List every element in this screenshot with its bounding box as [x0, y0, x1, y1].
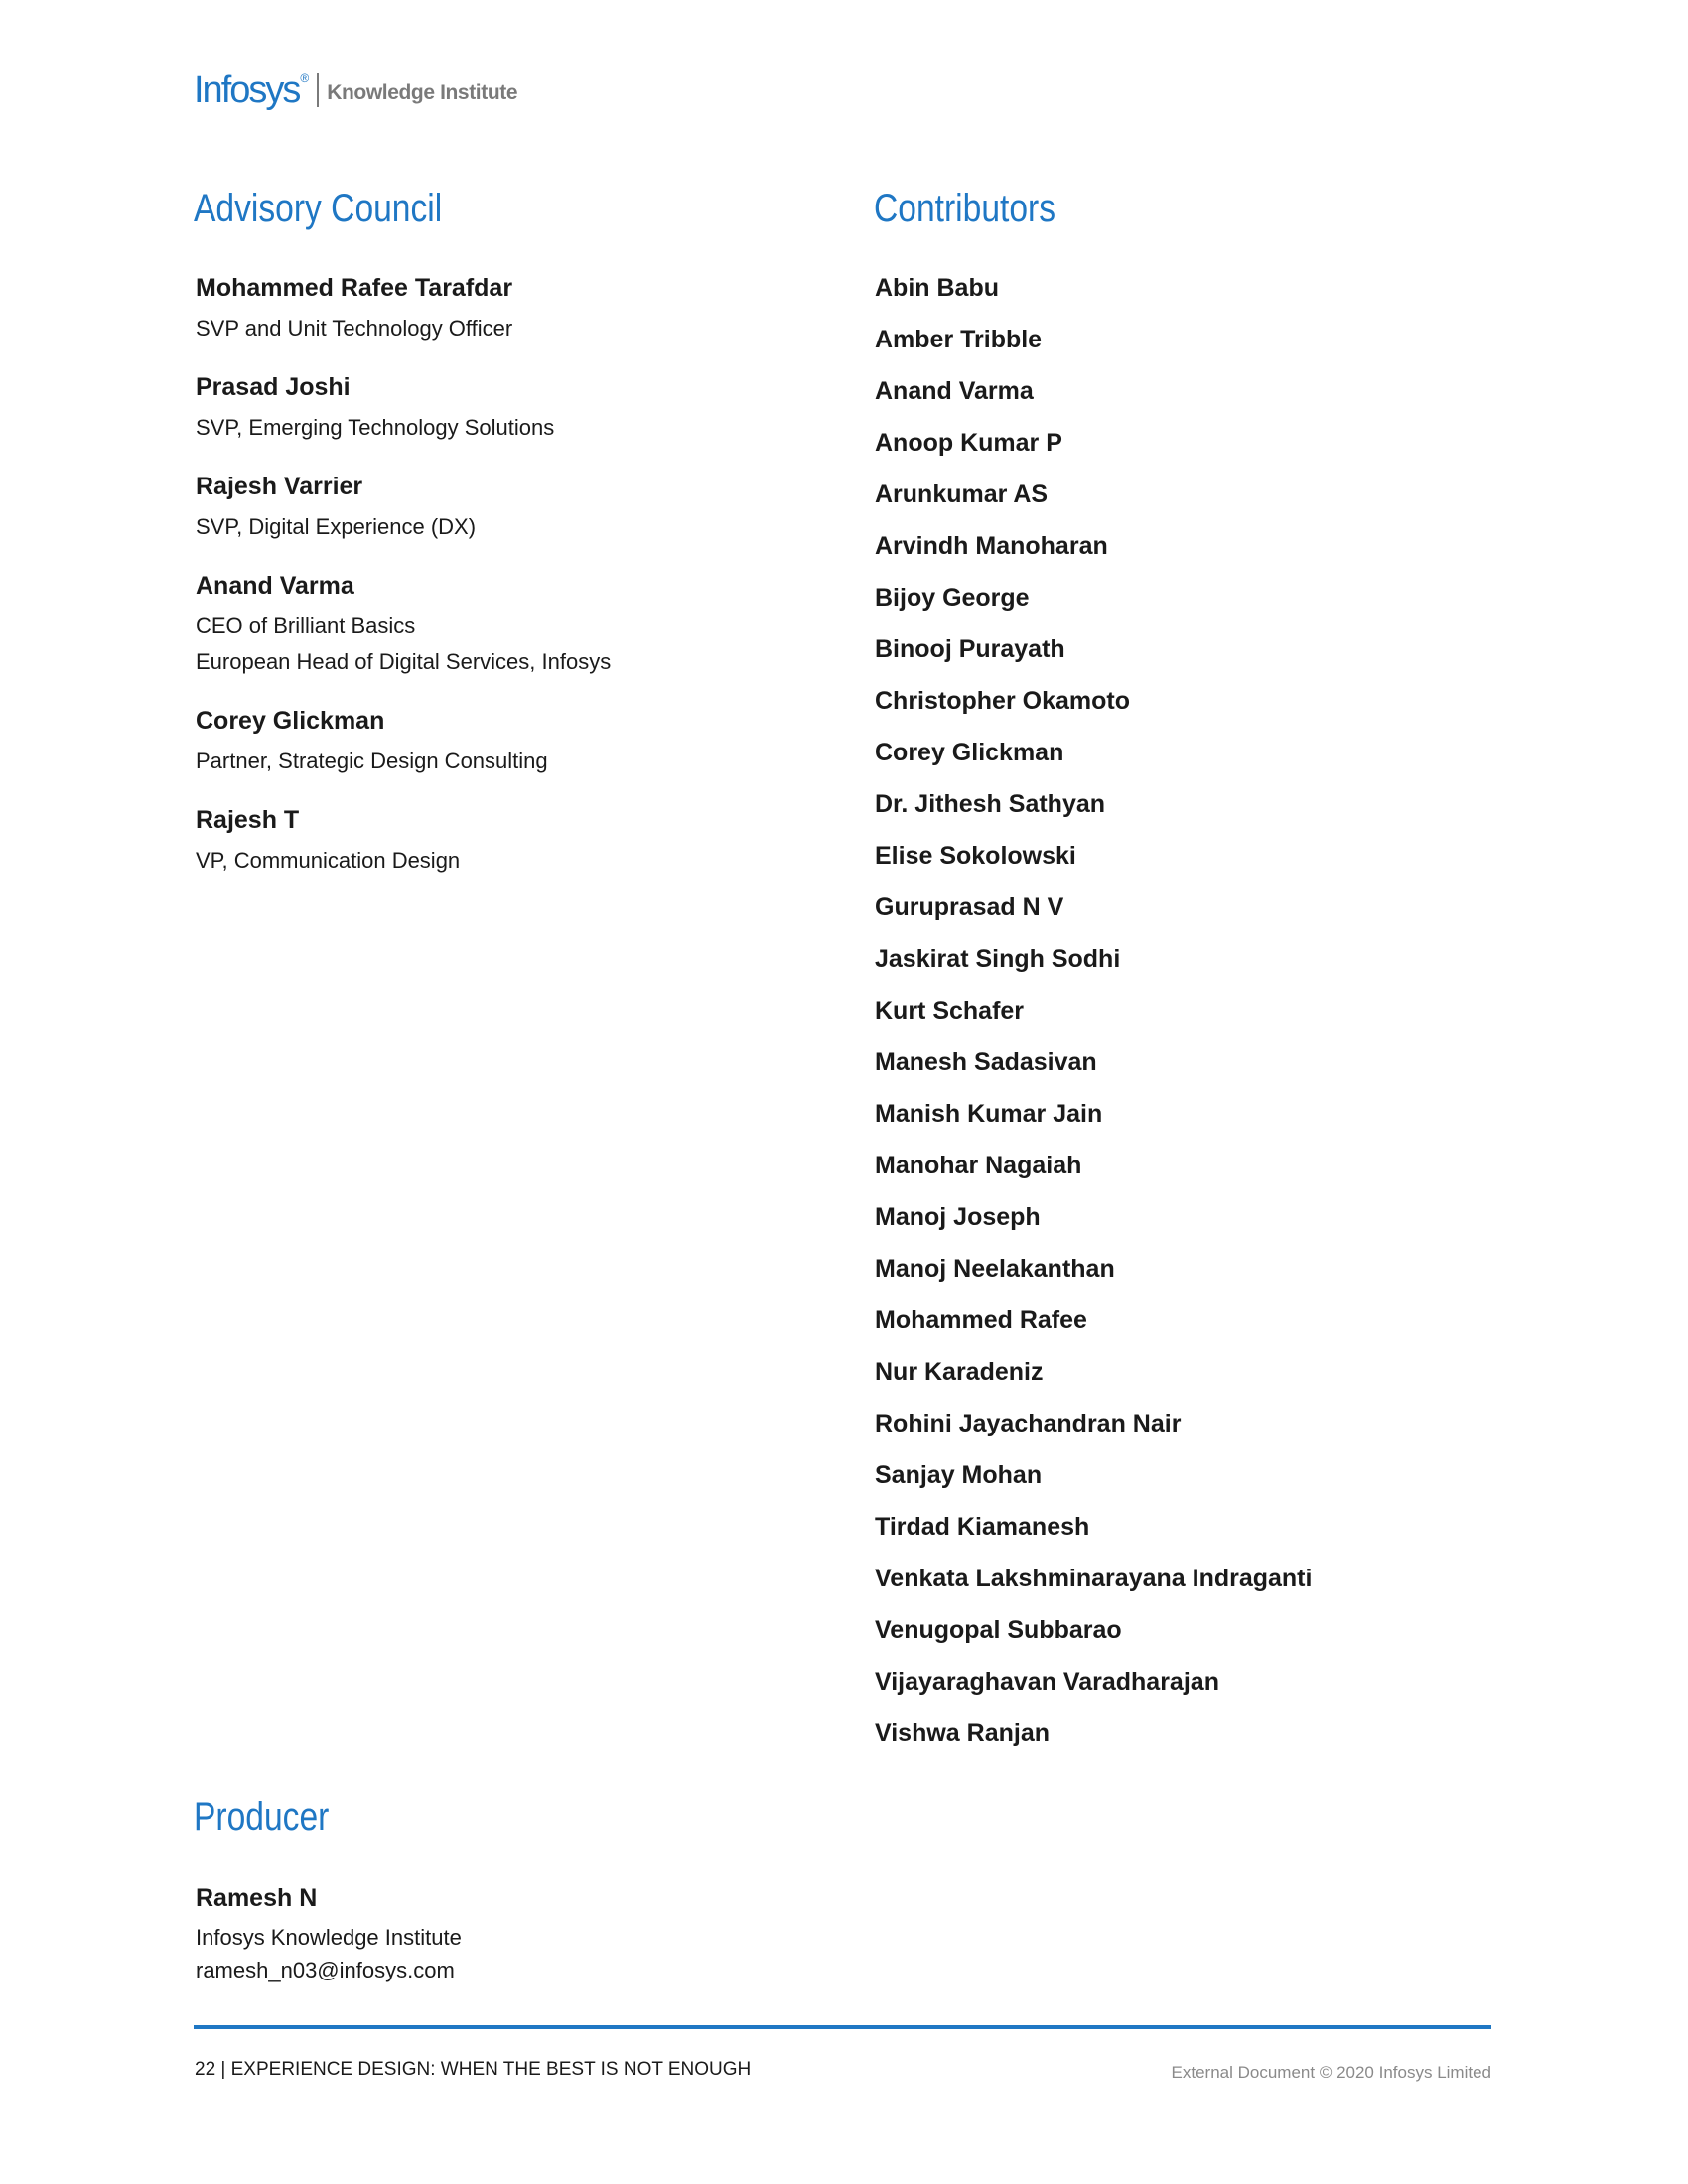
- advisory-member-role: SVP and Unit Technology Officer: [196, 316, 513, 341]
- advisory-member: [196, 805, 831, 879]
- contributor-name: Vishwa Ranjan: [875, 1719, 1050, 1747]
- contributor-name: Manohar Nagaiah: [875, 1152, 1082, 1179]
- contributor-name: Sanjay Mohan: [875, 1461, 1043, 1489]
- logo-brand-text: Infosys: [194, 69, 300, 111]
- footer-divider: [194, 2025, 1491, 2029]
- contributor-name: Corey Glickman: [875, 739, 1064, 766]
- contributor-name: Tirdad Kiamanesh: [875, 1513, 1090, 1541]
- advisory-member-name: Rajesh Varrier: [196, 473, 363, 500]
- logo-divider: [317, 73, 319, 107]
- contributor-name: Bijoy George: [875, 584, 1030, 612]
- contributor-name: Nur Karadeniz: [875, 1358, 1044, 1386]
- advisory-member-role: VP, Communication Design: [196, 848, 461, 873]
- advisory-member: [196, 372, 831, 446]
- contributor-name: Manesh Sadasivan: [875, 1048, 1097, 1076]
- contributors-heading: Contributors: [874, 187, 1056, 230]
- contributor-name: Mohammed Rafee: [875, 1306, 1087, 1334]
- contributor-name: Binooj Purayath: [875, 635, 1065, 663]
- footer-page-info: 22 | EXPERIENCE DESIGN: WHEN THE BEST IS NOT ENOUGH: [195, 2059, 752, 2080]
- contributor-name: Rohini Jayachandran Nair: [875, 1410, 1182, 1437]
- advisory-member-name: Anand Varma: [196, 572, 354, 600]
- infosys-knowledge-institute-logo: [194, 71, 517, 109]
- contributor-name: Kurt Schafer: [875, 997, 1025, 1024]
- footer-copyright: External Document © 2020 Infosys Limited: [1171, 2063, 1491, 2082]
- advisory-member-role: European Head of Digital Services, Infosys: [196, 649, 612, 674]
- advisory-member-role: Partner, Strategic Design Consulting: [196, 749, 548, 773]
- contributors-list: [875, 273, 1312, 1770]
- advisory-member: [196, 706, 831, 779]
- contributor-name: Christopher Okamoto: [875, 687, 1130, 715]
- logo-subtitle: Knowledge Institute: [327, 81, 518, 104]
- producer-heading: Producer: [194, 1795, 330, 1839]
- contributor-name: Elise Sokolowski: [875, 842, 1076, 870]
- contributor-name: Arunkumar AS: [875, 480, 1049, 508]
- contributor-name: Venugopal Subbarao: [875, 1616, 1122, 1644]
- advisory-member-role: SVP, Digital Experience (DX): [196, 514, 477, 539]
- contributor-name: Manoj Joseph: [875, 1203, 1041, 1231]
- advisory-council-list: [196, 273, 831, 904]
- contributor-name: Dr. Jithesh Sathyan: [875, 790, 1106, 818]
- producer-email: ramesh_n03@infosys.com: [196, 1958, 455, 1982]
- advisory-member-name: Mohammed Rafee Tarafdar: [196, 274, 513, 302]
- advisory-member-role: CEO of Brilliant Basics: [196, 614, 416, 638]
- advisory-member-name: Corey Glickman: [196, 707, 385, 735]
- advisory-member-name: Rajesh T: [196, 806, 300, 834]
- contributor-name: Arvindh Manoharan: [875, 532, 1108, 560]
- contributor-name: Manoj Neelakanthan: [875, 1255, 1115, 1283]
- producer-block: [196, 1883, 462, 1986]
- contributor-name: Jaskirat Singh Sodhi: [875, 945, 1121, 973]
- advisory-member: [196, 472, 831, 545]
- contributor-name: Amber Tribble: [875, 326, 1043, 353]
- contributor-name: Abin Babu: [875, 274, 999, 302]
- registered-mark: ®: [300, 71, 310, 85]
- contributor-name: Anand Varma: [875, 377, 1034, 405]
- advisory-member: [196, 571, 831, 680]
- contributor-name: Guruprasad N V: [875, 893, 1064, 921]
- producer-organization: Infosys Knowledge Institute: [196, 1925, 462, 1950]
- producer-name: Ramesh N: [196, 1884, 318, 1912]
- advisory-council-heading: Advisory Council: [194, 187, 443, 230]
- contributor-name: Vijayaraghavan Varadharajan: [875, 1668, 1219, 1696]
- advisory-member: [196, 273, 831, 346]
- contributor-name: Venkata Lakshminarayana Indraganti: [875, 1565, 1313, 1592]
- contributor-name: Anoop Kumar P: [875, 429, 1062, 457]
- advisory-member-name: Prasad Joshi: [196, 373, 351, 401]
- contributor-name: Manish Kumar Jain: [875, 1100, 1103, 1128]
- advisory-member-role: SVP, Emerging Technology Solutions: [196, 415, 555, 440]
